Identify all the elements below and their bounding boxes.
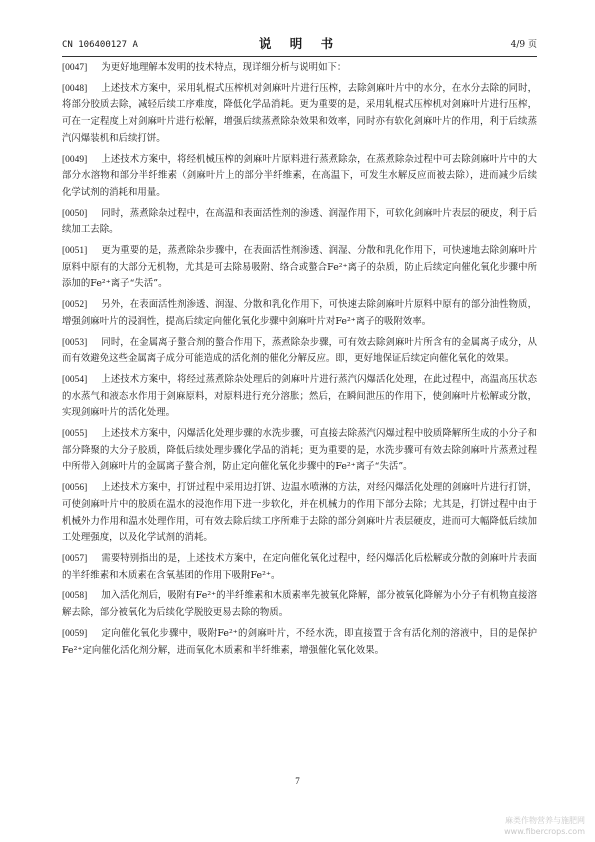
paragraph-text: 为更好地理解本发明的技术特点，现详细分析与说明如下： bbox=[101, 62, 347, 73]
watermark-site-name: 麻类作物营养与施肥网 bbox=[505, 816, 585, 825]
paragraph bbox=[62, 297, 537, 330]
paragraph bbox=[62, 81, 537, 148]
page-number: 7 bbox=[295, 776, 300, 786]
paragraph bbox=[62, 335, 537, 368]
publication-number: CN 106400127 A bbox=[62, 40, 138, 50]
paragraph bbox=[62, 152, 537, 202]
paragraph bbox=[62, 243, 537, 293]
paragraph bbox=[62, 426, 537, 476]
watermark bbox=[504, 815, 585, 837]
paragraph-number: [0058] bbox=[62, 591, 88, 602]
paragraph-text: 上述技术方案中，闪爆活化处理步骤的水洗步骤，可直接去除蒸汽闪爆过程中胶质降解所生成的小分子和部分降聚的大分子胶质，降低后续处理步骤化学品的消耗；更为重要的是，水洗步骤可有效去除剑麻叶片蒸煮过程中所带入剑麻叶片的金属离子螯合剂，防止定向催化氧化步骤中的Fe²⁺离子“失活”。 bbox=[62, 428, 537, 473]
page-header bbox=[62, 36, 537, 54]
paragraph-text: 同时，蒸煮除杂过程中，在高温和表面活性剂的渗透、润湿作用下，可软化剑麻叶片表层的硬皮，利于后续加工去除。 bbox=[62, 207, 537, 236]
paragraph-number: [0052] bbox=[62, 300, 88, 311]
paragraph-number: [0056] bbox=[62, 483, 88, 494]
paragraph-text: 另外，在表面活性剂渗透、润湿、分散和乳化作用下，可快速去除剑麻叶片原料中原有的部分油性物质，增强剑麻叶片的浸润性，提高后续定向催化氧化步骤中剑麻叶片对Fe²⁺离子的吸附效率。 bbox=[62, 299, 537, 327]
document-body bbox=[62, 60, 537, 663]
paragraph bbox=[62, 626, 537, 659]
paragraph-number: [0054] bbox=[62, 374, 88, 385]
paragraph-text: 上述技术方案中，采用轧棍式压榨机对剑麻叶片进行压榨，去除剑麻叶片中的水分，在水分去除的同时，将部分胶质去除，减轻后续工序难度，降低化学品消耗。更为重要的是，采用轧棍式压榨机对剑麻叶片进行压榨，可在一定程度上对剑麻叶片进行松解，增强后续蒸煮除杂效果和效率，同时亦有软化剑麻叶片的作用，利于后续蒸汽闪爆装机和后续打饼。 bbox=[62, 82, 537, 144]
paragraph-number: [0057] bbox=[62, 553, 88, 564]
watermark-url: www.fibercrops.com bbox=[504, 827, 585, 836]
paragraph bbox=[62, 60, 537, 77]
paragraph-text: 定向催化氧化步骤中，吸附Fe²⁺的剑麻叶片，不经水洗，即直接置于含有活化剂的溶液中，目的是保护Fe²⁺定向催化活化剂分解，进而氧化木质素和半纤维素，增强催化氧化效果。 bbox=[62, 627, 537, 656]
paragraph-number: [0053] bbox=[62, 337, 88, 348]
paragraph bbox=[62, 588, 537, 621]
paragraph-text: 需要特别指出的是，上述技术方案中，在定向催化氧化过程中，经闪爆活化后松解或分散的剑麻叶片表面的半纤维素和木质素在含氧基团的作用下吸附Fe²⁺。 bbox=[62, 552, 537, 581]
paragraph-text: 上述技术方案中，打饼过程中采用边打饼、边温水喷淋的方法，对经闪爆活化处理的剑麻叶片进行打饼，可使剑麻叶片中的胶质在温水的浸泡作用下进一步软化，并在机械力的作用下部分去除；尤其是，打饼过程中由于机械外力作用和温水处理作用，可有效去除后续工序所难于去除的部分剑麻叶片表层硬皮，进而可大幅降低后续加工处理强度，以及化学试剂的消耗。 bbox=[62, 482, 537, 544]
paragraph-number: [0055] bbox=[62, 429, 88, 440]
paragraph bbox=[62, 480, 537, 547]
document-title: 说 明 书 bbox=[258, 36, 341, 51]
paragraph bbox=[62, 551, 537, 584]
paragraph-number: [0047] bbox=[62, 63, 88, 73]
paragraph-number: [0059] bbox=[62, 628, 88, 639]
paragraph-number: [0051] bbox=[62, 246, 88, 257]
paragraph-text: 上述技术方案中，将经过蒸煮除杂处理后的剑麻叶片进行蒸汽闪爆活化处理，在此过程中，高温高压状态的水蒸气和液态水作用于剑麻原料，对原料进行充分溶胀；然后，在瞬间泄压的作用下，使剑麻叶片松解或分散，实现剑麻叶片的活化处理。 bbox=[62, 373, 537, 419]
paragraph-number: [0050] bbox=[62, 208, 88, 219]
paragraph-text: 上述技术方案中，将经机械压榨的剑麻叶片原料进行蒸煮除杂，在蒸煮除杂过程中可去除剑麻叶片中的大部分水溶物和部分半纤维素（剑麻叶片上的部分半纤维素，在高温下，可发生水解反应而被去除），进而减少后续化学试剂的消耗和用量。 bbox=[62, 153, 537, 198]
header-rule bbox=[62, 56, 537, 57]
paragraph-text: 更为重要的是，蒸煮除杂步骤中，在表面活性剂渗透、润湿、分散和乳化作用下，可快速地去除剑麻叶片原料中原有的大部分无机物，尤其是可去除易吸附、络合或螯合Fe²⁺离子的杂质，防止后续定向催化氧化步骤中所添加的Fe²⁺离子“失活”。 bbox=[62, 245, 537, 290]
paragraph-number: [0048] bbox=[62, 83, 88, 94]
paragraph bbox=[62, 206, 537, 239]
page-of-total: 4/9 页 bbox=[510, 40, 537, 50]
paragraph-text: 加入活化剂后，吸附有Fe²⁺的半纤维素和木质素率先被氧化降解，部分被氧化降解为小分子有机物直接溶解去除，部分被氧化为后续化学脱胶更易去除的物质。 bbox=[62, 590, 537, 619]
paragraph bbox=[62, 372, 537, 422]
paragraph-number: [0049] bbox=[62, 154, 88, 165]
paragraph-text: 同时，在金属离子螯合剂的螯合作用下，蒸煮除杂步骤，可有效去除剑麻叶片所含有的金属离子成分，从而有效避免这些金属离子成分可能造成的活化剂的催化分解反应。即，更好地保证后续定向催化氧化的效果。 bbox=[62, 336, 537, 365]
